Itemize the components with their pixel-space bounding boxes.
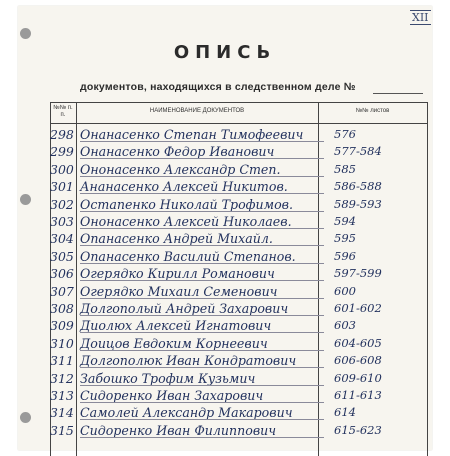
row-number: 310 [50, 335, 74, 351]
row-number: 299 [50, 144, 74, 160]
document-name: Онанасенко Федор Иванович [80, 144, 275, 160]
row-number: 303 [50, 214, 74, 229]
col-header-num: №№ п. п. [53, 105, 73, 118]
row-number: 305 [50, 248, 74, 264]
table-row [50, 316, 428, 334]
row-number: 301 [50, 179, 74, 195]
table-row [50, 369, 428, 387]
binder-hole [20, 194, 31, 205]
sheet-numbers: 597-599 [334, 266, 382, 281]
table-row [50, 334, 428, 352]
table-row [50, 299, 428, 317]
sheet-numbers: 576 [334, 127, 356, 141]
document-name: Огерядко Кирилл Романович [80, 266, 275, 282]
document-sheet [18, 6, 432, 450]
header-bottom-rule [50, 123, 428, 124]
binder-hole [20, 28, 31, 39]
binder-hole [20, 412, 31, 423]
document-name: Ононасенко Алексей Николаев. [80, 214, 292, 229]
table-row [50, 264, 428, 282]
document-name: Долгополый Андрей Захарович [80, 301, 289, 316]
case-number-blank [373, 93, 423, 94]
row-number: 302 [50, 196, 74, 212]
table-row [50, 160, 428, 178]
sheet-numbers: 615-623 [334, 422, 382, 437]
sheet-numbers: 585 [334, 161, 356, 176]
sheet-numbers: 577-584 [334, 144, 382, 159]
row-number: 309 [50, 318, 74, 334]
sheet-numbers: 589-593 [334, 196, 382, 211]
table-row [50, 142, 428, 160]
table-row [50, 195, 428, 213]
row-number: 312 [50, 370, 74, 386]
roman-numeral-note: XII [412, 11, 429, 24]
table-row [50, 212, 428, 230]
row-number: 298 [50, 127, 74, 142]
document-name: Забошко Трофим Кузьмич [80, 370, 256, 386]
document-name: Онанасенко Степан Тимофеевич [80, 127, 304, 142]
row-number: 306 [50, 266, 74, 282]
document-name: Опанасенко Василий Степанов. [80, 248, 296, 264]
table-row [50, 386, 428, 404]
table-row [50, 351, 428, 369]
document-name: Ононасенко Александр Степ. [80, 161, 281, 177]
document-name: Остапенко Николай Трофимов. [80, 196, 293, 212]
table-row [50, 282, 428, 300]
document-name: Ананасенко Алексей Никитов. [80, 179, 288, 195]
row-number: 304 [50, 231, 74, 247]
page-title: ОПИСЬ [173, 42, 277, 63]
sheet-numbers: 595 [334, 231, 356, 246]
sheet-numbers: 609-610 [334, 370, 382, 385]
sheet-numbers: 611-613 [334, 388, 382, 402]
document-name: Диолюх Алексей Игнатович [80, 318, 272, 334]
sheet-numbers: 601-602 [334, 301, 382, 315]
table-top-rule [50, 102, 428, 103]
document-name: Огерядко Михаил Семенович [80, 283, 278, 299]
document-name: Доицов Евдоким Корнеевич [80, 335, 268, 351]
row-number: 314 [50, 405, 74, 421]
document-name: Сидоренко Иван Филиппович [80, 422, 277, 438]
sheet-numbers: 586-588 [334, 179, 382, 194]
row-number: 300 [50, 161, 74, 177]
table-row [50, 403, 428, 421]
row-number: 308 [50, 301, 74, 316]
table-row [50, 247, 428, 265]
col-header-name: НАИМЕНОВАНИЕ ДОКУМЕНТОВ [149, 108, 245, 114]
sheet-numbers: 604-605 [334, 335, 382, 350]
document-name: Сидоренко Иван Захарович [80, 388, 264, 403]
sheet-numbers: 596 [334, 248, 356, 263]
document-name: Опанасенко Андрей Михайл. [80, 231, 273, 247]
table-row [50, 125, 428, 143]
table-row [50, 229, 428, 247]
row-number: 307 [50, 283, 74, 299]
sheet-numbers: 603 [334, 318, 356, 333]
sheet-numbers: 614 [334, 405, 356, 420]
col-header-sheets: №№ листов [355, 108, 390, 114]
document-name: Самолей Александр Макарович [80, 405, 293, 421]
row-rule [80, 437, 324, 438]
row-number: 311 [50, 353, 74, 369]
sheet-numbers: 606-608 [334, 353, 382, 368]
row-number: 313 [50, 388, 74, 403]
document-name: Долгополюк Иван Кондратович [80, 353, 297, 369]
page-subtitle: документов, находящихся в следственном деле № [80, 81, 356, 93]
table-row [50, 421, 428, 439]
sheet-numbers: 600 [334, 283, 356, 298]
row-number: 315 [50, 422, 74, 438]
table-row [50, 177, 428, 195]
inventory-table [50, 102, 428, 456]
sheet-numbers: 594 [334, 214, 356, 228]
